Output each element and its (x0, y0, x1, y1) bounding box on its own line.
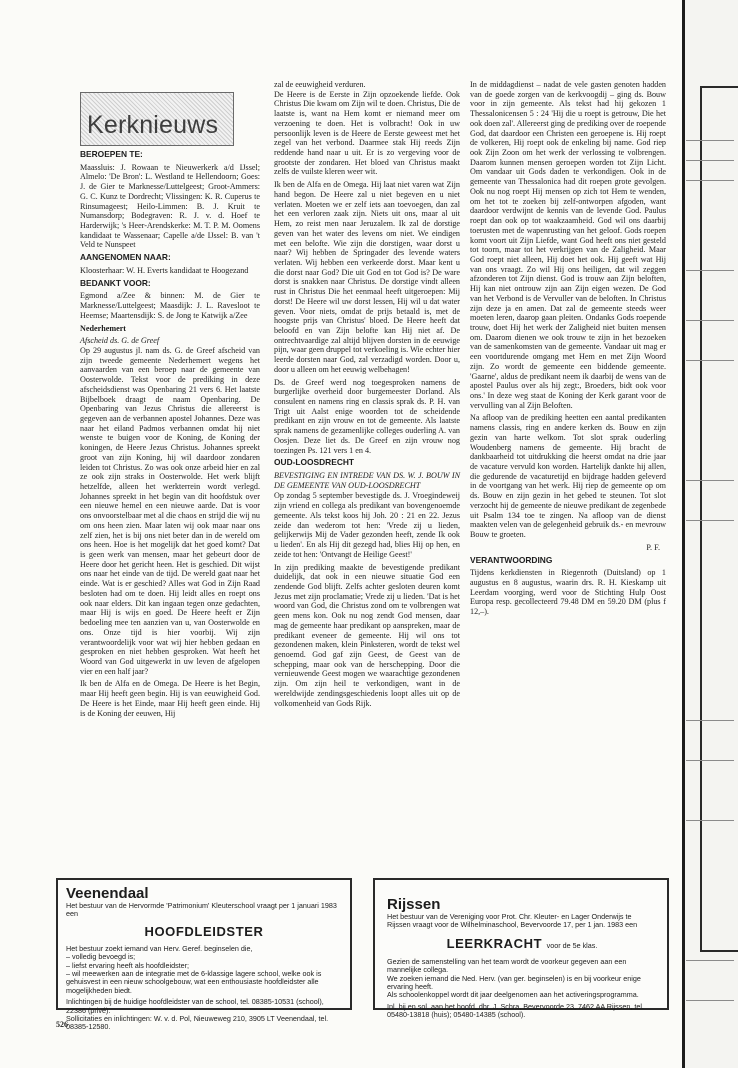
adjacent-text-line (686, 820, 734, 821)
bedankt-text: Egmond a/Zee & binnen: M. de Gier te Marknesse/Luttelgeest; Maasdijk: J. L. Ravesloot te Heemse; Maartensdijk: S. de Jong te Katwijk a/Zee (80, 291, 260, 320)
column-2 (274, 80, 460, 711)
beroepen-text: Maassluis: J. Rowaan te Nieuwerkerk a/d IJssel; Almelo: 'De Bron': L. Westland te Hellendoorn; Goes: J. de Gier te Marknesse/Luttelgeest; Groot-Ammers: G. C. Kunz te Dordrecht; Vlissingen: K. R. Cuperus te Rinsumageest; Heilo-Limmen: B. J. Kruit te Numansdorp; Bodegraven: R. J. v. d. Hoef te Harderwijk; 's Heer-Arendskerke: M. T. P. M. Oomens kandidaat te Wassenaar; Capelle a/de IJssel: B. van 't Veld te Nunspeet (80, 162, 260, 250)
col2-paragraph-6: In zijn prediking maakte de bevestigende predikant duidelijk, dat ook in een nieuwe situatie God een zendende God blijft. Zelfs achter gesloten deuren komt Jezus met zijn proclamatie; Vrede zij u lieden. 'Dat is het woord van God, die Christus zond om te volbrengen wat geen mens kon. Ook nu nog zendt God mensen, daar mag de gemeente haar predikant op aanspreken, maar de predikant eveneer de gemeente. Hij wil ons tot gezondenen maken, klein Pinksteren, wordt de tekst wel genoemd. God gaf zijn Geest, de Geest van de schepping, maar ook van de herschepping. Door die vernieuwende Geest mogen we waarachtige gezondenen zijn. Om zijn heil te verkondigen, want in de wereldwijde zendingsgeschiedenis loopt alles uit op de volkomenheid van Gods Rijk. (274, 562, 460, 708)
nederhemert-heading: Nederhemert (80, 323, 127, 333)
section-title: Kerknieuws (87, 111, 219, 139)
ad-veenendaal-bullet-3: – wil meewerken aan de integratie met de 6-klassige lagere school, welke ook is gehuisvest in een nieuw schoolgebouw, wat een enthousiaste hoofdleidster alle mogelijkheden biedt. (66, 969, 322, 995)
adjacent-text-line (686, 480, 734, 481)
adjacent-text-line (686, 520, 734, 521)
adjacent-page-frame (700, 86, 738, 952)
ad-rijssen-heading: LEERKRACHT (446, 935, 543, 951)
nederhemert-subheading: Afscheid ds. G. de Greef (80, 336, 160, 346)
ad-veenendaal-apply: Sollicitaties en inlichtingen: W. v. d. Pol, Nieuweweg 210, 3905 LT Veenendaal, tel. 08385-12580. (66, 1014, 329, 1032)
oud-loosdrecht-subheading: BEVESTIGING EN INTREDE VAN DS. W. J. BOUW IN DE GEMEENTE VAN OUD-LOOSDRECHT (274, 471, 460, 490)
aangenomen-text: Kloosterhaar: W. H. Everts kandidaat te Hoogezand (80, 265, 249, 275)
beroepen-heading: BEROEPEN TE: (80, 149, 143, 159)
ad-rijssen (373, 878, 669, 1020)
page-gutter (682, 0, 685, 1068)
col3-paragraph-1: In de middagdienst – nadat de vele gasten genoten hadden van de goede zorgen van de kerkvoogdij – ging ds. Bouw voor in zijn gemeente. Als tekst had hij gekozen 1 Thessalonicensen 5 : 24 'Hij die u roept is getrouw, Die het ook doen zal'. Allereerst ging de prediking over de roepende God, dat daardoor een Christen een geroepene is. Hij roept de volkeren, Hij roept ook de enkeling bij name. God riep ook Zijn Zoon om het werk der verlossing te volbrengen. Daarom kunnen mensen geroepen worden tot Zijn Licht. Om vandaar uit Gods daden te verkondigen. Ook in de gemeente van Thessalonica had dit roepen grote gevolgen. Ook nu nog roept Hij mensen op zich tot Hem te wenden, om het tot te zoeken bij zelf-ontworpen afgoden, want daardoor verdwijnt de kennis van de levende God. Paulus roept dan ook op tot waakzaamheid. God wil ons daarbij toerusten met de wapenrusting van het geloof. Gods roepen komt voort uit Zijn Liefde, want God heeft ons niet gesteld tot toorn, maar tot het verkrijgen van de Zaligheid. Maar God roept niet alleen, Hij doet het ook. Hij geeft wat Hij van ons vraagt. Zo wil Hij ons heiligen, dat wil zeggen afzonderen tot Zijn dienst. God is trouw aan Zijn beloften, Hij kan niet ontrouw zijn aan Zijn eigen wezen. De God van het Verbond is de Vervuller van de beloften. In Christus zijn deze ja en amen. Dat zal de gemeente steeds weer moeten leren, daarop gaan pleiten. Ondanks Gods roepende trouw, doet Hij het werk der Zaligheid niet buiten mensen om. Daarom dienen we ook trouw te zijn in het bezoeken van de samenkomsten van de gemeente. Vandaar uit mag er een voortdurende omgang met Hem en met Zijn Woord zijn. Zo wordt de gemeente een biddende gemeente. 'Gaarne', aldus de predikant neem ik daarbij de wens van de apostel Paulus over als hij zegt:, Broeders, bidt ook voor ons.' In deze weg staat de Koning der Kerk garant voor de vervulling van al Zijn Beloften. (470, 80, 666, 410)
adjacent-text-line (686, 360, 734, 361)
adjacent-text-line (686, 180, 734, 181)
ad-rijssen-intro: Het bestuur van de Vereniging voor Prot. Chr. Kleuter- en Lager Onderwijs te Rijssen vraagt voor de Wilhelminaschool, Bevervoorde 17, per 1 jan. 1983 een (387, 912, 638, 930)
bedankt-heading: BEDANKT VOOR: (80, 277, 151, 288)
ad-rijssen-body-3: Als schoolenkoppel wordt dit jaar deelgenomen aan het activeringsprogramma. (387, 990, 639, 1000)
ad-veenendaal-info: Inlichtingen bij de huidige hoofdleidster van de school, tel. 08385-10531 (school), 22386 (privé). (66, 997, 324, 1015)
ad-rijssen-body-2: We zoeken iemand die Ned. Herv. (van ger. beginselen) is en bij voorkeur enige ervaring heeft. (387, 973, 641, 992)
column-1 (80, 150, 260, 721)
author-signature: P. F. (646, 542, 660, 552)
ad-veenendaal-body: Het bestuur zoekt iemand van Herv. Geref. beginselen die, (66, 943, 253, 953)
oud-loosdrecht-heading: OUD-LOOSDRECHT (274, 457, 355, 468)
col2-paragraph-3: Ik ben de Alfa en de Omega. Hij laat niet varen wat Zijn hand begon. De Heere zal u niet begeven en u niet verlaten. Moeten we er zelf iets aan toevoegen, dan zal het een verloren zaak zijn. Niets uit ons, maar al uit Hem, zo reist men naar Jeruzalem. Ik zal de dorstige geven van het water des levens om niet. We eindigen met een belofte. Wie zijn die dorstigen, waar dorst u naar? Wij hebben de Springader des levende waters verlaten. Wij hebben een verkeerde dorst. Maar kent u die dorst naar God? Die uit God en tot God is? De ware dorst is snakken naar Christus. De dorstige vindt alleen rust in Christus Die het eenmaal heeft uitgeroepen: Mij dorst! De Heere wil uw dorst lessen, Hij wil u dat water geven. Voor niets, omdat de prijs betaald is, met de hoogste prijs van Christus' bloed. De Heere heeft dat beloofd en van Zijn belofte kan Hij niet af. De ontrechtvaardige zal altijd blijven dorsten in de eeuwige pijn, waar geen druppel tot verkoeling is. Wie echter hier leerde dorsten naar God, zal verzadigd worden. Door u, door u alleen om het eeuwig welbehagen! (274, 180, 460, 374)
adjacent-page-edge (682, 0, 738, 1068)
adjacent-text-line (686, 760, 734, 761)
verantwoording-heading: VERANTWOORDING (470, 554, 553, 565)
ad-veenendaal-title: Veenendaal (66, 885, 149, 902)
ad-veenendaal-heading: HOOFDLEIDSTER (144, 923, 264, 939)
ad-rijssen-title: Rijssen (387, 896, 441, 913)
nederhemert-paragraph-2: Ik ben de Alfa en de Omega. De Heere is het Begin, maar Hij heeft geen begin. Hij is van eeuwigheid God. De Heere is het Einde, maar Hij heeft geen einde. Hij is de Koning der eeuwen, Hij (80, 679, 260, 718)
page-number: 526 (56, 1020, 68, 1029)
adjacent-text-line (686, 270, 734, 271)
adjacent-text-line (686, 320, 734, 321)
nederhemert-paragraph-1: Op 29 augustus jl. nam ds. G. de Greef afscheid van zijn tweede gemeente Nederhemert wegens het aanvaarden van een beroep naar de gemeente van Oosterwolde. Tekst voor de prediking in deze afscheidsdienst was Openbaring 21 vers 6. Het laatste Bijbelboek draagt de naam Openbaring. De Openbaring van Jezus Christus die allereerst is gegeven aan de verbannen apostel Johannes. Deze was naar het eiland Padmos verbannen omdat hij niet wenste te buigen voor de Koning, de Koning der koningen, de Heere Jezus Christus. Johannes spreekt groot van zijn Koning, hij wil daardoor zondaren leiden tot Christus. Zo was ook onze arbeid hier en zal ze ook zijn straks in Oosterwolde. Het werk blijft hetzelfde, alleen het werkterrein wordt verlegd. Johannes spreekt in het begin van dit hoofdstuk over een nieuwe hemel en een nieuwe aarde. Dat is voor ons onvoorstelbaar met al die chaos en strijd die wij nu om ons heen zien. Maar laten wij ook maar naar ons zelf zien, het is bij ons niet beter dan in de wereld om ons heen. Hoe is het mogelijk dat het goed komt? Dat is geen werk van mensen, maar het gebeurt door de Heere door het gericht heen. Het is geschied. Dit wijst ons naar het einde van de tijd. De wereld gaat naar het einde. Wat is er geschied? Alles wat God in Zijn Raad besloten had om te doen. Hij leidt alles en roept ons ook naar elders. Dit kan ingaan tegen onze gedachten, maar Hij is wijs en goed. De Heere heeft er Zijn bedoeling mee ten aanzien van u, van Oosterwolde en ons. Onze tijd is hier voorbij. Wij zijn verantwoordelijk voor wat wij hier hebben gedaan en gesproken en niet hebben gesproken. Wat heeft het Woord van God uitgewerkt in uw leven de afgelopen vier en een half jaar? (80, 345, 260, 676)
ad-rijssen-info: Inl. bij en sol. aan het hoofd, dhr. J. Schra, Bevervoorde 23, 7462 AA Rijssen, tel. 05480-13818 (huis); 05480-14385 (school). (387, 1001, 644, 1020)
masthead-banner (80, 92, 234, 146)
ad-veenendaal-intro: Het bestuur van de Hervormde 'Patrimonium' Kleuterschool vraagt per 1 januari 1983 een (66, 901, 337, 919)
adjacent-text-line (686, 160, 734, 161)
col3-paragraph-2: Na afloop van de prediking heetten een aantal predikanten namens classis, ring en andere kerken ds. Bouw en zijn gezin van harte welkom. Tot slot sprak ouderling Woudenberg namens de gemeente. Hij bracht de dankbaarheid tot uitdrukking die heerst omdat na drie jaar de vacature vervuld kon worden. Hartelijk dankte hij allen, die gedurende de vacaturetijd en bijdrage hadden geleverd in de voortgang van het werk. Hij riep de gemeente op om ds. Bouw en zijn gezin in het gebed te steunen. Tot slot verzocht hij de gemeente de nieuwe predikant de zegenbede uit Psalm 134 toe te zingen. Na afloop van de dienst maakten velen van de gelegenheid gebruik ds.- en mevrouw Bouw te groeten. (470, 413, 666, 540)
ad-rijssen-heading-row (387, 935, 657, 953)
adjacent-text-line (686, 140, 734, 141)
ad-veenendaal-bullet-1: – volledig bevoegd is; (66, 952, 136, 962)
col2-paragraph-5: Op zondag 5 september bevestigde ds. J. Vroegindeweij zijn vriend en collega als predikant van bovengenoemde gemeente. Als tekst koos hij Joh. 20 : 21 en 22. Jezus zeide dan wederom tot hen: 'Vrede zij u lieden, gelijkerwijs Mij de Vader gezonden heeft, zende Ik ook u lieden'. En als Hij dit gezegd had, blies Hij op hen, en zeide tot hen: 'Ontvangt de Heilige Geest!' (274, 491, 460, 559)
col2-paragraph-4: Ds. de Greef werd nog toegesproken namens de burgerlijke overheid door burgemeester Dorland. Als consulent en namens ring en classis sprak ds. P. H. van Trigt uit Aalst enige woorden tot de scheidende predikant en zijn vrouw en tot de gemeente. Als laatste sprak namens de gezamenlijke colleges ouderling A. van Oosjen. Deze liet ds. De Greef en zijn vrouw nog toezingen Ps. 121 vers 1 en 4. (274, 377, 460, 455)
ad-veenendaal-bullet-2: – liefst ervaring heeft als hoofdleidster; (66, 960, 190, 970)
col2-paragraph-1: zal de eeuwigheid verduren. (274, 80, 366, 89)
col2-paragraph-2: De Heere is de Eerste in Zijn opzoekende liefde. Ook Christus Die kwam om Zijn wil te doen. Christus, Die de laatste is, want na Hem komt er niemand meer om verzoening te doen. Het is volbracht! Ook in uw persoonlijk leven is de Heere de Eerste geweest met het zegel van het verbond. Daarmee stak Hij reeds Zijn reddende hand naar u uit. Er is zo vergeving voor de grootste der zondaren. Het bloed van Christus maakt zelfs de vuilste kleren weer wit. (274, 89, 460, 177)
ad-rijssen-body-1: Gezien de samenstelling van het team wordt de voorkeur gegeven aan een mannelijke collega. (387, 956, 627, 975)
adjacent-text-line (686, 1000, 734, 1001)
adjacent-text-line (686, 960, 734, 961)
verantwoording-text: Tijdens kerkdiensten in Riegenroth (Duitsland) op 1 augustus en 8 augustus, waarin drs. R. H. Kieskamp uit Leerdam voorging, werd voor de Stichting Hulp Oost Europa resp. gecollecteerd 79.48 DM en 59.20 DM (plus f 12,–). (470, 568, 666, 617)
column-3 (470, 80, 666, 620)
ad-rijssen-heading-suffix: voor de 5e klas. (546, 940, 598, 950)
aangenomen-heading: AANGENOMEN NAAR: (80, 252, 171, 263)
adjacent-text-line (686, 720, 734, 721)
